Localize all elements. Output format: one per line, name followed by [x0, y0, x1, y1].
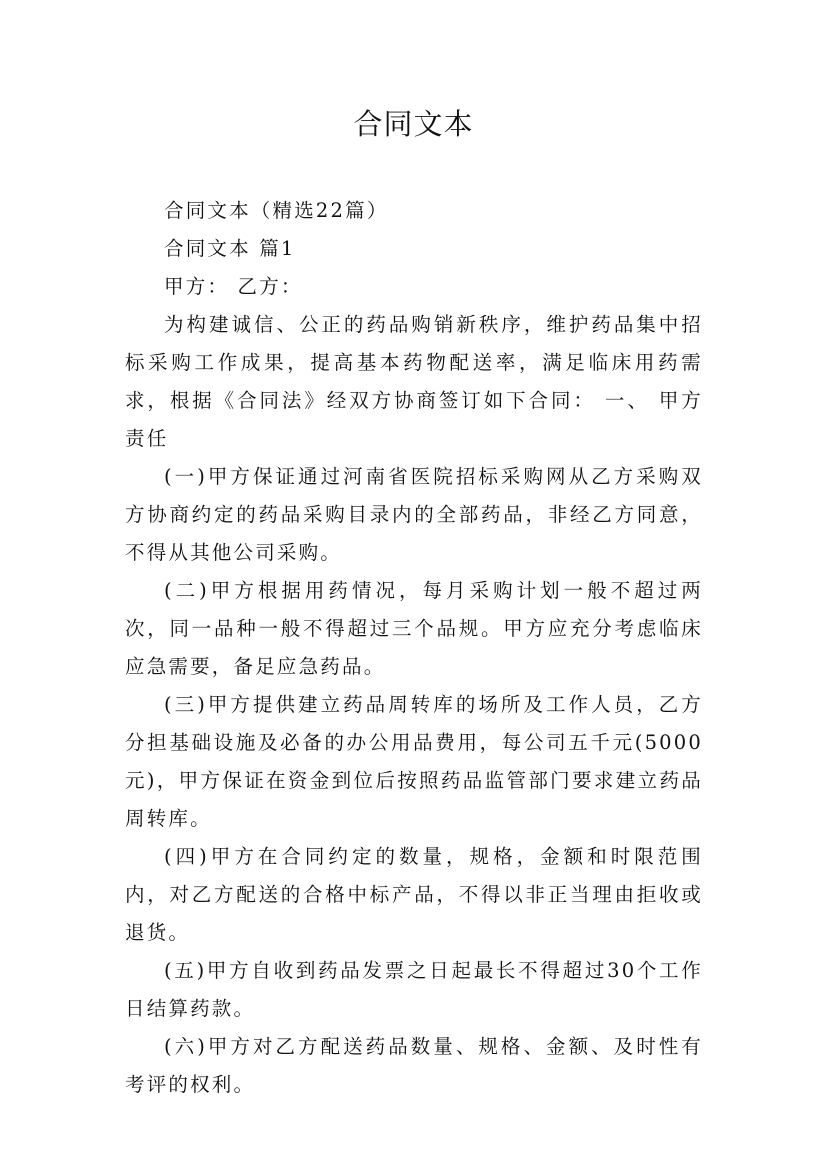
- document-body: [125, 192, 703, 1104]
- document-title: 合同文本: [353, 107, 474, 141]
- paragraph-preamble: 为构建诚信、公正的药品购销新秩序，维护药品集中招标采购工作成果，提高基本药物配送率，满足临床用药需求，根据《合同法》经双方协商签订如下合同： 一、 甲方责任: [125, 313, 703, 450]
- paragraph-parties: 甲方： 乙方：: [164, 275, 303, 298]
- paragraph-clause-1: (一)甲方保证通过河南省医院招标采购网从乙方采购双方协商约定的药品采购目录内的全部药品，非经乙方同意，不得从其他公司采购。: [125, 465, 703, 564]
- paragraph-clause-3: (三)甲方提供建立药品周转库的场所及工作人员，乙方分担基础设施及必备的办公用品费用，每公司五千元(5000元)，甲方保证在资金到位后按照药品监管部门要求建立药品周转库。: [125, 693, 703, 830]
- paragraph-clause-2: (二)甲方根据用药情况，每月采购计划一般不超过两次，同一品种一般不得超过三个品规。甲方应充分考虑临床应急需要，备足应急药品。: [125, 579, 703, 678]
- paragraph-section-heading: 合同文本 篇1: [164, 237, 296, 260]
- paragraph-clause-4: (四)甲方在合同约定的数量，规格，金额和时限范围内，对乙方配送的合格中标产品，不得以非正当理由拒收或退货。: [125, 845, 703, 944]
- paragraph-subtitle: 合同文本（精选22篇）: [164, 199, 389, 222]
- paragraph-clause-5: (五)甲方自收到药品发票之日起最长不得超过30个工作日结算药款。: [125, 959, 703, 1020]
- paragraph-clause-6: (六)甲方对乙方配送药品数量、规格、金额、及时性有考评的权利。: [125, 1035, 703, 1096]
